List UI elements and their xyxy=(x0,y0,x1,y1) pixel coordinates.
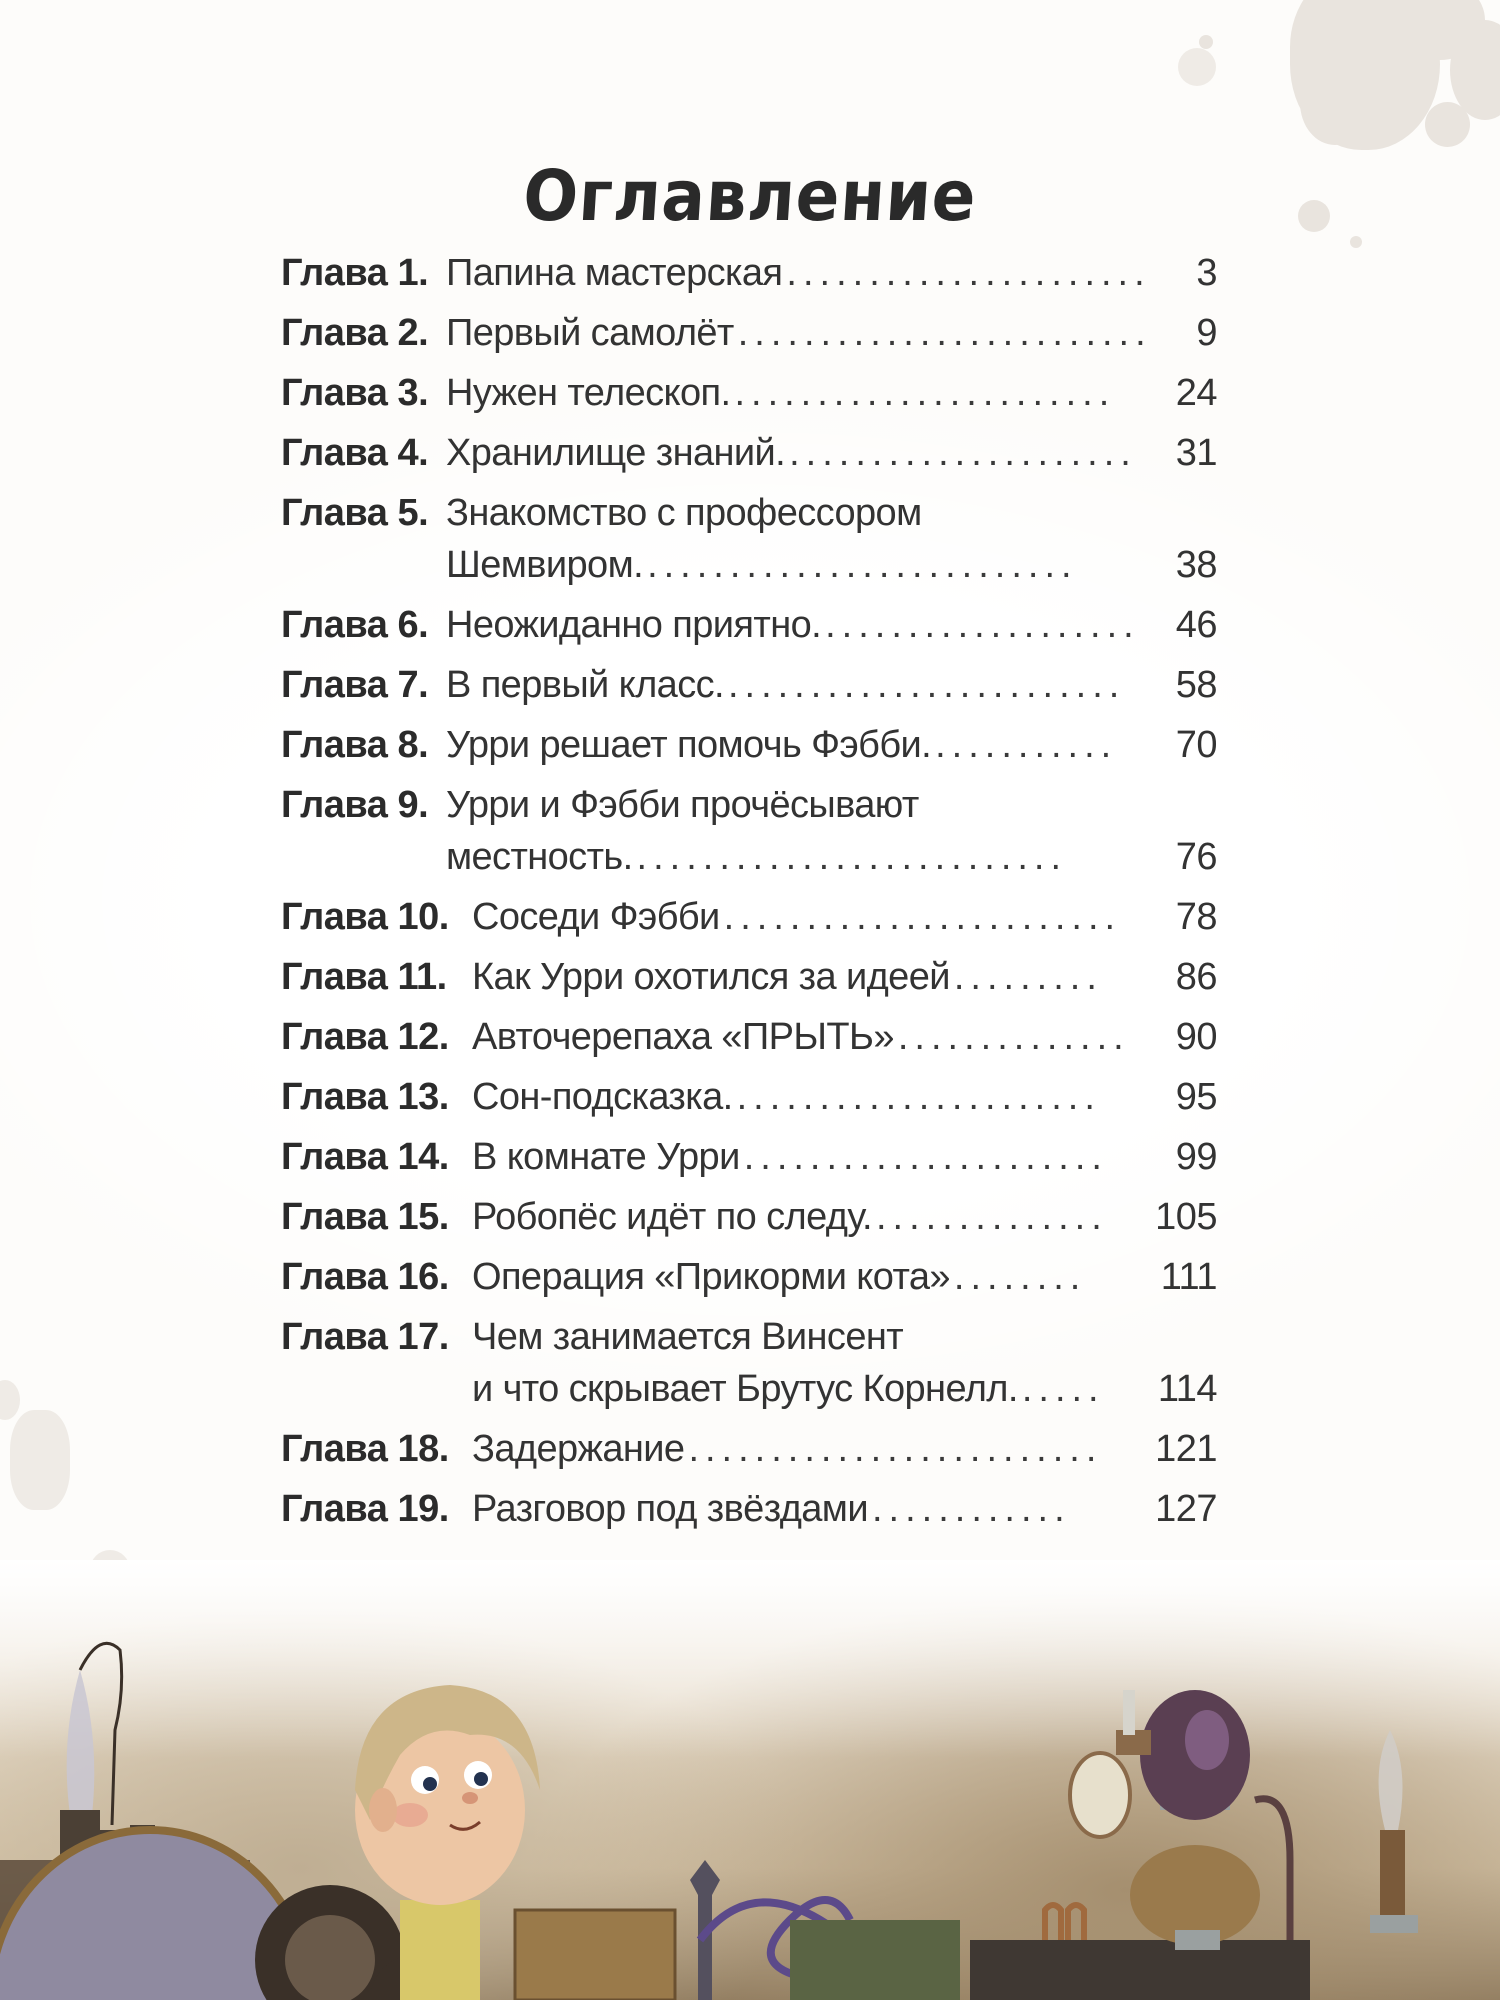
chapter-label: Глава 12. xyxy=(281,1016,449,1058)
page-title: Оглавление xyxy=(520,154,980,237)
dot-leader: ................... xyxy=(825,604,1140,646)
chapter-title: Соседи Фэбби xyxy=(472,896,720,938)
chapter-title: Робопёс идёт по следу. xyxy=(472,1196,872,1238)
chapter-label: Глава 16. xyxy=(281,1256,449,1298)
page-number: 86 xyxy=(1175,956,1217,998)
illustration-art xyxy=(0,1560,1500,2000)
light-bulb-icon xyxy=(1370,1730,1418,1933)
dot-leader: ...................... xyxy=(743,1136,1108,1178)
chapter-label: Глава 2. xyxy=(281,312,429,354)
chapter-title: Нужен телескоп. xyxy=(446,372,731,414)
chapter-label: Глава 3. xyxy=(281,372,429,414)
chapter-title: Первый самолёт xyxy=(446,312,734,354)
chapter-title: В первый класс. xyxy=(446,664,724,706)
chapter-title: В комнате Урри xyxy=(472,1136,740,1178)
page-number: 31 xyxy=(1175,432,1217,474)
dot-leader: ............ xyxy=(871,1488,1071,1530)
dot-leader: ......................... xyxy=(737,312,1152,354)
chapter-title: Урри решает помочь Фэбби. xyxy=(446,724,932,766)
ink-stain xyxy=(10,1410,70,1510)
dot-leader: .......................... xyxy=(636,836,1068,878)
page-number: 9 xyxy=(1196,312,1217,354)
chapter-label: Глава 7. xyxy=(281,664,429,706)
ink-stain xyxy=(1425,102,1470,147)
dot-leader: .............. xyxy=(875,1196,1108,1238)
page-number: 76 xyxy=(1175,836,1217,878)
ink-stain xyxy=(1350,236,1362,248)
dot-leader: ....................... xyxy=(734,372,1116,414)
page-number: 111 xyxy=(1160,1256,1217,1298)
workshop-illustration xyxy=(0,1560,1500,2000)
toc-entry[interactable] xyxy=(281,1252,1217,1302)
dot-leader: ........... xyxy=(935,724,1118,766)
light-bulb-icon xyxy=(60,1643,122,1855)
chapter-label: Глава 13. xyxy=(281,1076,449,1118)
dot-leader: ........................ xyxy=(723,896,1122,938)
page-number: 99 xyxy=(1175,1136,1217,1178)
chapter-title: Знакомство с профессором xyxy=(446,492,922,534)
chapter-title-continuation: и что скрывает Брутус Корнелл. xyxy=(472,1368,1018,1410)
chapter-label: Глава 10. xyxy=(281,896,449,938)
ink-stain xyxy=(1178,48,1216,86)
toc-entry-continuation[interactable] xyxy=(281,540,1217,590)
toc-entry[interactable] xyxy=(281,600,1217,650)
chapter-label: Глава 11. xyxy=(281,956,447,998)
dot-leader: ........ xyxy=(953,1256,1087,1298)
chapter-title-continuation: Шемвиром. xyxy=(446,544,644,586)
ink-stain xyxy=(1393,67,1425,99)
chapter-label: Глава 17. xyxy=(281,1316,449,1358)
chapter-label: Глава 4. xyxy=(281,432,429,474)
dot-leader: ......................... xyxy=(688,1428,1103,1470)
brass-apparatus xyxy=(1070,1690,1290,1950)
toc-entry[interactable] xyxy=(281,368,1217,418)
page-number: 127 xyxy=(1155,1488,1217,1530)
chapter-title: Операция «Прикорми кота» xyxy=(472,1256,950,1298)
toc-entry-continuation[interactable] xyxy=(281,832,1217,882)
page-number: 78 xyxy=(1175,896,1217,938)
page-number: 24 xyxy=(1175,372,1217,414)
toc-entry[interactable] xyxy=(281,780,1217,830)
toc-entry[interactable] xyxy=(281,1192,1217,1242)
page-number: 38 xyxy=(1175,544,1217,586)
dot-leader: ...................... xyxy=(736,1076,1101,1118)
chapter-title: Разговор под звёздами xyxy=(472,1488,868,1530)
chapter-label: Глава 14. xyxy=(281,1136,449,1178)
dot-leader: .......................... xyxy=(647,544,1078,586)
page-number: 46 xyxy=(1175,604,1217,646)
toc-entry-continuation[interactable] xyxy=(281,1364,1217,1414)
toc-entry[interactable] xyxy=(281,1312,1217,1362)
chapter-label: Глава 19. xyxy=(281,1488,449,1530)
page-number: 121 xyxy=(1155,1428,1217,1470)
toc-entry[interactable] xyxy=(281,660,1217,710)
toc-entry[interactable] xyxy=(281,308,1217,358)
chapter-title: Авточерепаха «ПРЫТЬ» xyxy=(472,1016,894,1058)
chapter-label: Глава 1. xyxy=(281,252,429,294)
chapter-label: Глава 5. xyxy=(281,492,429,534)
chapter-label: Глава 8. xyxy=(281,724,429,766)
chapter-title: Как Урри охотился за идеей xyxy=(472,956,950,998)
toc-entry[interactable] xyxy=(281,248,1217,298)
dot-leader: ...................... xyxy=(786,252,1151,294)
page-number: 95 xyxy=(1175,1076,1217,1118)
chapter-label: Глава 18. xyxy=(281,1428,449,1470)
page-number: 105 xyxy=(1155,1196,1217,1238)
toc-entry[interactable] xyxy=(281,892,1217,942)
page-number: 3 xyxy=(1196,252,1217,294)
dot-leader: ......... xyxy=(953,956,1103,998)
chapter-title-continuation: местность. xyxy=(446,836,633,878)
dot-leader: .............. xyxy=(897,1016,1130,1058)
chapter-title: Неожиданно приятно. xyxy=(446,604,822,646)
toc-entry[interactable] xyxy=(281,1012,1217,1062)
dot-leader: ........................ xyxy=(727,664,1126,706)
ink-stain xyxy=(0,1380,20,1420)
chapter-title: Урри и Фэбби прочёсывают xyxy=(446,784,919,826)
ink-stain xyxy=(1199,35,1213,49)
toc-entry[interactable] xyxy=(281,428,1217,478)
page-number: 70 xyxy=(1175,724,1217,766)
chapter-title: Сон-подсказка. xyxy=(472,1076,733,1118)
page-number: 90 xyxy=(1175,1016,1217,1058)
page-number: 114 xyxy=(1157,1368,1217,1410)
chapter-title: Чем занимается Винсент xyxy=(472,1316,904,1358)
toc-entry[interactable] xyxy=(281,1424,1217,1474)
chapter-label: Глава 6. xyxy=(281,604,429,646)
chapter-title: Хранилище знаний. xyxy=(446,432,786,474)
chapter-title: Задержание xyxy=(472,1428,685,1470)
toc-entry[interactable] xyxy=(281,1132,1217,1182)
dot-leader: ..................... xyxy=(789,432,1137,474)
toc-entry[interactable] xyxy=(281,1072,1217,1122)
toc-entry[interactable] xyxy=(281,720,1217,770)
chapter-label: Глава 9. xyxy=(281,784,429,826)
dot-leader: ..... xyxy=(1021,1368,1105,1410)
toc-entry[interactable] xyxy=(281,488,1217,538)
chapter-title: Папина мастерская xyxy=(446,252,783,294)
toc-entry[interactable] xyxy=(281,1484,1217,1534)
page-number: 58 xyxy=(1175,664,1217,706)
chapter-label: Глава 15. xyxy=(281,1196,449,1238)
ink-stain xyxy=(1300,60,1370,145)
toc-entry[interactable] xyxy=(281,952,1217,1002)
